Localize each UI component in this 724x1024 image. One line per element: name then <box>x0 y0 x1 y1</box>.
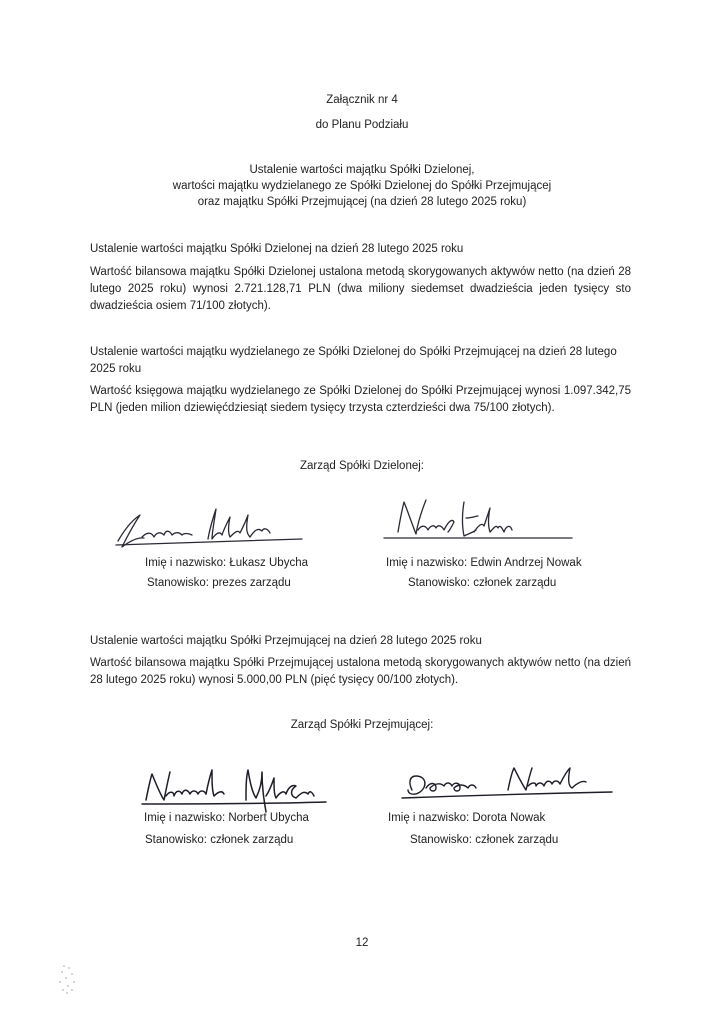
section-3-text: Wartość bilansowa majątku Spółki Przejmującej ustalona metodą skorygowanych aktywów netto (na dzień 28 lutego 2025 roku) wynosi 5.000,00 PLN (pięć tysięcy 00/100 złotych). <box>90 657 631 686</box>
board-1-left-name: Imię i nazwisko: Łukasz Ubycha <box>145 557 308 569</box>
section-1-heading: Ustalenie wartości majątku Spółki Dzielonej na dzień 28 lutego 2025 roku <box>90 243 464 255</box>
board-1-right-position: Stanowisko: członek zarządu <box>408 577 557 589</box>
scan-mark <box>56 962 82 996</box>
title-line-2: wartości majątku wydzielanego ze Spółki Dzielonej do Spółki Przejmującej <box>172 180 552 192</box>
board-2-heading: Zarząd Spółki Przejmującej: <box>290 719 434 731</box>
signature-lukasz-ubycha <box>112 497 312 555</box>
title-line-3: oraz majątku Spółki Przejmującej (na dzień 28 lutego 2025 roku) <box>197 196 527 208</box>
board-1-left-position: Stanowisko: prezes zarządu <box>147 577 291 589</box>
annex-label: Załącznik nr 4 <box>326 94 398 106</box>
board-2-right-position: Stanowisko: członek zarządu <box>410 834 559 846</box>
signature-dorota-nowak <box>398 758 618 808</box>
board-1-right-name: Imię i nazwisko: Edwin Andrzej Nowak <box>386 557 582 569</box>
board-2-left-name: Imię i nazwisko: Norbert Ubycha <box>144 812 309 824</box>
board-2-right-name: Imię i nazwisko: Dorota Nowak <box>388 812 546 824</box>
plan-label: do Planu Podziału <box>315 119 409 131</box>
section-1-text: Wartość bilansowa majątku Spółki Dzielonej ustalona metodą skorygowanych aktywów netto (na dzień 28 lutego 2025 roku) wynosi 2.721.128,71 PLN (dwa miliony siedemset dwadzieścia jeden tysięcy sto dwadzieścia osiem 71/100 złotych). <box>90 266 631 312</box>
section-3-heading: Ustalenie wartości majątku Spółki Przejmującej na dzień 28 lutego 2025 roku <box>90 635 482 647</box>
board-1-heading: Zarząd Spółki Dzielonej: <box>299 460 424 472</box>
page-number: 12 <box>355 937 369 949</box>
signature-edwin-nowak <box>378 492 578 550</box>
title-line-1: Ustalenie wartości majątku Spółki Dzielonej, <box>249 164 475 176</box>
section-2-text: Wartość księgowa majątku wydzielanego ze Spółki Dzielonej do Spółki Przejmującej wynosi 1.097.342,75 PLN (jeden milion dziewięćdziesiąt siedem tysięcy trzysta czterdzieści dwa 75/100 złotych). <box>90 385 631 414</box>
section-2-heading: Ustalenie wartości majątku wydzielanego ze Spółki Dzielonej do Spółki Przejmującej na dzień 28 lutego 2025 roku <box>90 346 617 375</box>
board-2-left-position: Stanowisko: członek zarządu <box>145 834 294 846</box>
